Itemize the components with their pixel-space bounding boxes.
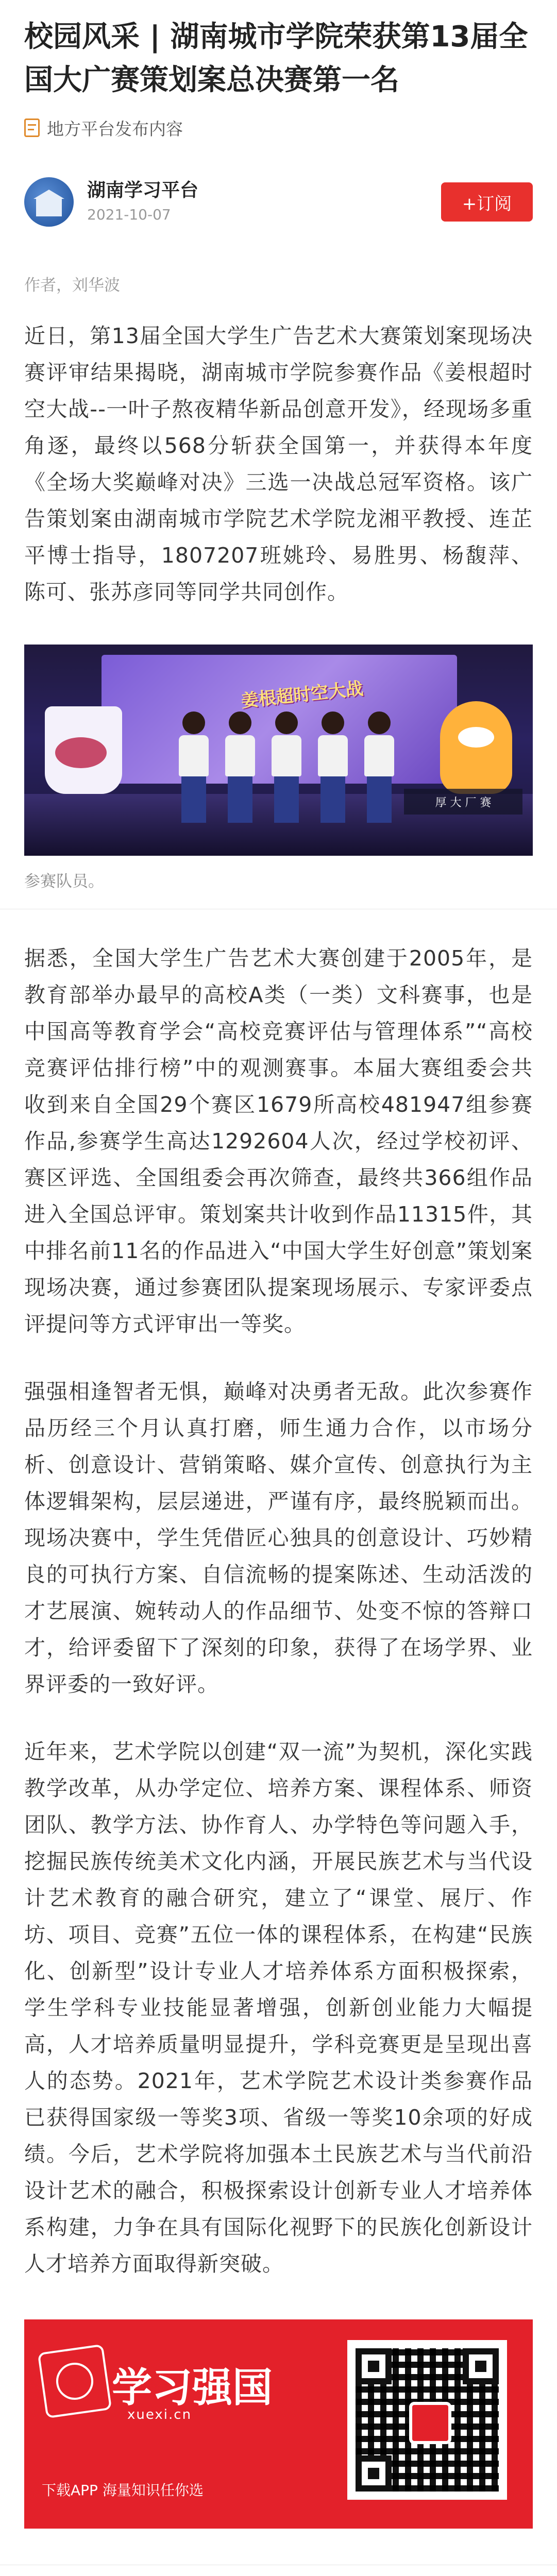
ginger-mascot-graphic	[440, 701, 512, 794]
image-caption: 参赛队员。	[24, 872, 104, 891]
team-member	[318, 711, 348, 825]
banner-site: xuexi.cn	[127, 2407, 192, 2422]
team-member	[272, 711, 301, 825]
paragraph-3: 强强相逢智者无惧，巅峰对决勇者无敌。此次参赛作品历经三个月认真打磨，师生通力合作，以市场分析、创意设计、营销策略、媒介宣传、创意执行为主体逻辑架构，层层递进，严谨有序，最终脱颖而出。现场决赛中，学生凭借匠心独具的创意设计、巧妙精良的可执行方案、自信流畅的提案陈述、生动活泼的才艺展演、婉转动人的作品细节、处变不惊的答辩口才，给评委留下了深刻的印象，获得了在场学界、业界评委的一致好评。	[24, 1379, 533, 1697]
subscribe-button[interactable]: +订阅	[441, 182, 533, 222]
team-member	[364, 711, 394, 825]
photo-band-text: 厚 大 厂 赛	[404, 789, 522, 815]
xuexi-logo-icon	[38, 2344, 112, 2419]
cup-mascot-graphic	[45, 706, 122, 794]
author-bar	[24, 176, 533, 228]
qr-code-icon	[347, 2340, 507, 2500]
document-icon	[24, 118, 40, 137]
author-info	[87, 179, 441, 225]
paragraph-2: 据悉，全国大学生广告艺术大赛创建于2005年，是教育部举办最早的高校A类（一类）文科赛事，也是中国高等教育学会“高校竞赛评估与管理体系”“高校竞赛评估排行榜”中的观测赛事。本届大赛组委会共收到来自全国29个赛区1679所高校481947组参赛作品,参赛学生高达1292604人次，经过学校初评、赛区评选、全国组委会再次筛查，最终共366组作品进入全国总评审。策划案共计收到作品11315件，其中排名前11名的作品进入“中国大学生好创意”策划案现场决赛，通过参赛团队提案现场展示、专家评委点评提问等方式评审出一等奖。	[24, 946, 533, 1336]
paragraph-4: 近年来，艺术学院以创建“双一流”为契机，深化实践教学改革，从办学定位、培养方案、课程体系、师资团队、教学方法、协作育人、办学特色等问题入手，挖掘民族传统美术文化内涵，开展民族艺术与当代设计艺术教育的融合研究，建立了“课堂、展厅、作坊、项目、竞赛”五位一体的课程体系，在构建“民族化、创新型”设计专业人才培养体系方面积极探索，学生学科专业技能显著增强，创新创业能力大幅提高，人才培养质量明显提升，学科竞赛更是呈现出喜人的态势。2021年，艺术学院艺术设计类参赛作品已获得国家级一等奖3项、省级一等奖10余项的好成绩。今后，艺术学院将加强本土民族艺术与当代前沿设计艺术的融合，积极探索设计创新专业人才培养体系构建，力争在具有国际化视野下的民族化创新设计人才培养方面取得新突破。	[24, 1739, 533, 2276]
xuexi-promo-banner[interactable]	[24, 2319, 533, 2529]
platform-label: 地方平台发布内容	[47, 118, 183, 139]
publish-date: 2021-10-07	[87, 206, 171, 223]
author-name[interactable]: 湖南学习平台	[87, 180, 199, 201]
team-member	[179, 711, 209, 825]
paragraph-1: 近日，第13届全国大学生广告艺术大赛策划案现场决赛评审结果揭晓，湖南城市学院参赛作品《姜根超时空大战--一叶子熬夜精华新品创意开发》，经现场多重角逐，最终以568分斩获全国第一，并获得本年度《全场大奖巅峰对决》三选一决战总冠军资格。该广告策划案由湖南城市学院艺术学院龙湘平教授、连芷平博士指导，1807207班姚玲、易胜男、杨馥萍、陈可、张苏彦同等同学共同创作。	[24, 324, 533, 604]
photo-overlay-text: 姜根超时空大战	[240, 678, 364, 712]
team-member	[225, 711, 255, 825]
avatar[interactable]	[24, 177, 74, 227]
article-title: 校园风采 | 湖南城市学院荣获第13届全国大广赛策划案总决赛第一名	[24, 20, 528, 97]
building-logo-body	[36, 199, 62, 216]
building-logo-icon	[33, 190, 64, 199]
team-photo[interactable]	[24, 645, 533, 856]
banner-brand: 学习强国	[112, 2365, 273, 2411]
byline: 作者，刘华波	[24, 276, 120, 295]
banner-cta: 下载APP 海量知识任你选	[42, 2482, 204, 2499]
platform-label-row	[24, 115, 533, 140]
